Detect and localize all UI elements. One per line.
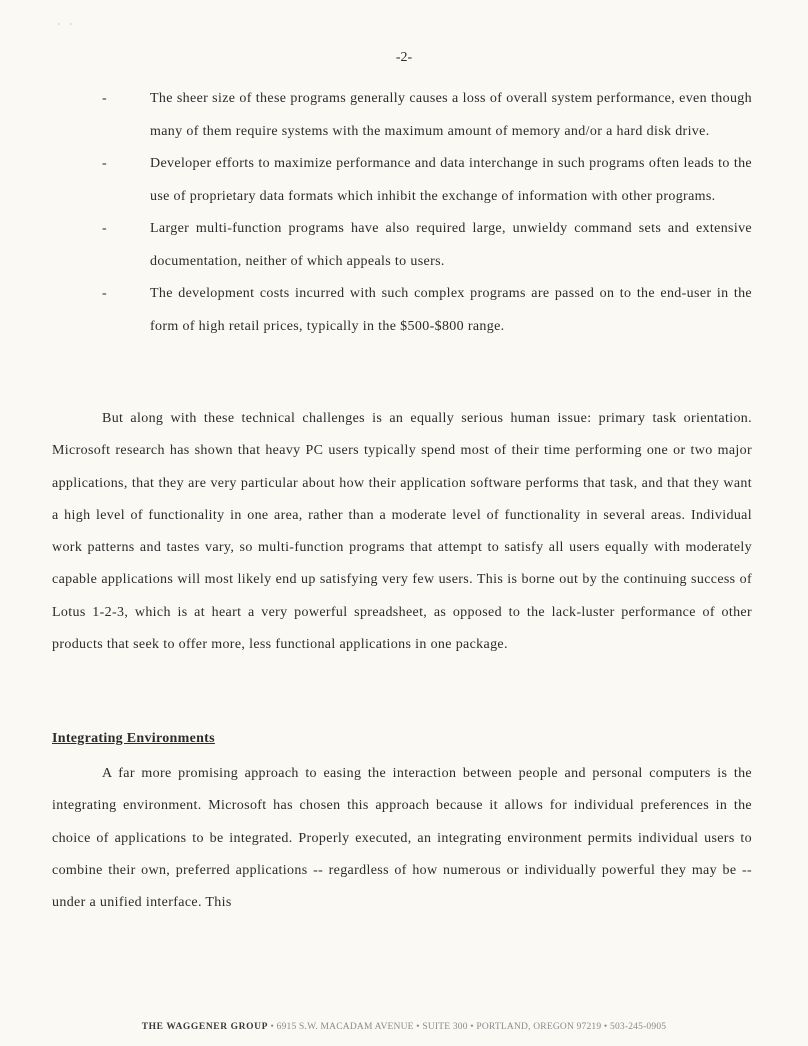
scan-marks xyxy=(58,12,88,16)
bullet-marker: - xyxy=(102,91,108,106)
bullet-item xyxy=(52,278,752,343)
bullet-marker: - xyxy=(102,286,108,301)
bullet-text: The sheer size of these programs generally causes a loss of overall system performance, even though many of them require systems with the maximum amount of memory and/or a hard disk drive. xyxy=(150,91,752,139)
body-paragraph-task-orientation: But along with these technical challenges is an equally serious human issue: primary task orientation. Microsoft research has shown that heavy PC users typically spend most of their time performing one or two major applications, that they are very particular about how their application software performs that task, and that they want a high level of functionality in one area, rather than a moderate level of functionality in several areas. Individual work patterns and tastes vary, so multi-function programs that attempt to satisfy all users equally with moderately capable applications will most likely end up satisfying very few users. This is borne out by the continuing success of Lotus 1-2-3, which is at heart a very powerful spreadsheet, as opposed to the lack-luster performance of other products that seek to offer more, less functional applications in one package. xyxy=(52,411,752,653)
body-paragraph-integrating-environment: A far more promising approach to easing the interaction between people and personal computers is the integrating environment. Microsoft has chosen this approach because it allows for individual preferences in the choice of applications to be integrated. Properly executed, an integrating environment permits individual users to combine their own, preferred applications -- regardless of how numerous or individually powerful they may be -- under a unified interface. This xyxy=(52,766,752,911)
bullet-item xyxy=(52,148,752,213)
bullet-marker: - xyxy=(102,221,108,236)
section-heading: Integrating Environments xyxy=(52,731,215,746)
page-number: -2- xyxy=(395,50,413,65)
bullet-item xyxy=(52,213,752,278)
footer-organization: THE WAGGENER GROUP xyxy=(141,1022,268,1032)
bullet-marker: - xyxy=(102,156,108,171)
bullet-list xyxy=(52,83,752,343)
bullet-text: Developer efforts to maximize performance and data interchange in such programs often leads to the use of proprietary data formats which inhibit the exchange of information with other programs. xyxy=(150,156,752,204)
letterhead-footer xyxy=(0,1022,808,1032)
footer-address: • 6915 S.W. MACADAM AVENUE • SUITE 300 • PORTLAND, OREGON 97219 • 503-245-0905 xyxy=(267,1022,667,1032)
bullet-text: The development costs incurred with such complex programs are passed on to the end-user in the form of high retail prices, typically in the $500-$800 range. xyxy=(150,286,752,334)
bullet-text: Larger multi-function programs have also required large, unwieldy command sets and extensive documentation, neither of which appeals to users. xyxy=(150,221,752,269)
bullet-item xyxy=(52,83,752,148)
